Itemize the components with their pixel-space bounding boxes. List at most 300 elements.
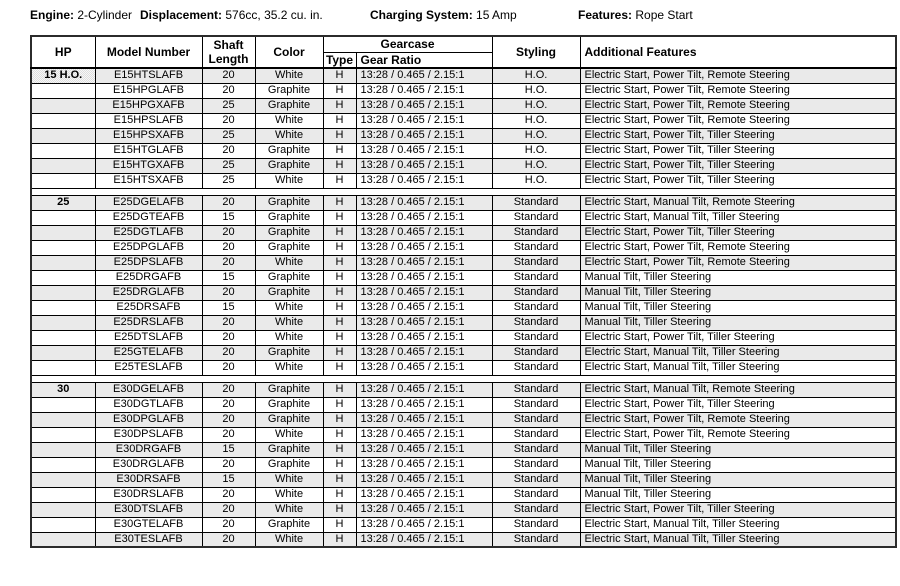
cell-model-number: E25DPSLAFB [95, 255, 202, 270]
cell-gearcase-type: H [323, 442, 356, 457]
cell-color: Graphite [255, 143, 323, 158]
cell-color: Graphite [255, 240, 323, 255]
cell-additional-features: Manual Tilt, Tiller Steering [580, 487, 896, 502]
cell-shaft-length: 20 [202, 330, 255, 345]
cell-color: White [255, 487, 323, 502]
cell-shaft-length: 20 [202, 240, 255, 255]
cell-shaft-length: 20 [202, 345, 255, 360]
group-separator-cell [31, 375, 896, 382]
cell-gearcase-type: H [323, 83, 356, 98]
cell-gearcase-type: H [323, 240, 356, 255]
cell-hp [31, 457, 95, 472]
cell-hp [31, 330, 95, 345]
cell-shaft-length: 20 [202, 83, 255, 98]
cell-gear-ratio: 13:28 / 0.465 / 2.15:1 [356, 382, 492, 397]
table-row [31, 345, 896, 360]
table-row [31, 517, 896, 532]
cell-gearcase-type: H [323, 300, 356, 315]
cell-styling: Standard [492, 195, 580, 210]
cell-model-number: E15HPGLAFB [95, 83, 202, 98]
engine-spec [30, 8, 132, 22]
table-row [31, 457, 896, 472]
cell-hp [31, 113, 95, 128]
cell-additional-features: Electric Start, Manual Tilt, Tiller Steering [580, 532, 896, 547]
cell-additional-features: Manual Tilt, Tiller Steering [580, 472, 896, 487]
cell-gear-ratio: 13:28 / 0.465 / 2.15:1 [356, 270, 492, 285]
cell-model-number: E30DRGAFB [95, 442, 202, 457]
cell-styling: Standard [492, 360, 580, 375]
features-spec [578, 8, 693, 22]
cell-additional-features: Electric Start, Power Tilt, Tiller Steering [580, 143, 896, 158]
cell-gear-ratio: 13:28 / 0.465 / 2.15:1 [356, 128, 492, 143]
cell-additional-features: Manual Tilt, Tiller Steering [580, 285, 896, 300]
cell-gearcase-type: H [323, 225, 356, 240]
cell-styling: Standard [492, 210, 580, 225]
cell-model-number: E30DGELAFB [95, 382, 202, 397]
cell-shaft-length: 20 [202, 487, 255, 502]
cell-hp [31, 225, 95, 240]
cell-additional-features: Manual Tilt, Tiller Steering [580, 457, 896, 472]
header-additional-features: Additional Features [580, 36, 896, 68]
cell-model-number: E15HPSXAFB [95, 128, 202, 143]
cell-hp [31, 98, 95, 113]
cell-styling: Standard [492, 300, 580, 315]
group-separator-cell [31, 188, 896, 195]
cell-hp [31, 285, 95, 300]
cell-additional-features: Electric Start, Power Tilt, Remote Steering [580, 113, 896, 128]
cell-color: White [255, 255, 323, 270]
cell-shaft-length: 20 [202, 68, 255, 83]
cell-shaft-length: 20 [202, 382, 255, 397]
cell-styling: H.O. [492, 143, 580, 158]
cell-styling: Standard [492, 240, 580, 255]
cell-additional-features: Manual Tilt, Tiller Steering [580, 442, 896, 457]
cell-styling: Standard [492, 225, 580, 240]
cell-gearcase-type: H [323, 143, 356, 158]
cell-styling: Standard [492, 412, 580, 427]
cell-gear-ratio: 13:28 / 0.465 / 2.15:1 [356, 285, 492, 300]
table-row [31, 472, 896, 487]
cell-additional-features: Electric Start, Power Tilt, Tiller Steering [580, 225, 896, 240]
cell-styling: H.O. [492, 113, 580, 128]
cell-shaft-length: 20 [202, 315, 255, 330]
table-row [31, 113, 896, 128]
cell-hp [31, 472, 95, 487]
cell-styling: Standard [492, 330, 580, 345]
cell-styling: H.O. [492, 173, 580, 188]
cell-gearcase-type: H [323, 330, 356, 345]
cell-model-number: E25DGTEAFB [95, 210, 202, 225]
cell-gear-ratio: 13:28 / 0.465 / 2.15:1 [356, 472, 492, 487]
cell-additional-features: Electric Start, Manual Tilt, Remote Steering [580, 382, 896, 397]
cell-additional-features: Electric Start, Power Tilt, Tiller Steering [580, 397, 896, 412]
cell-color: Graphite [255, 382, 323, 397]
table-row [31, 502, 896, 517]
cell-hp [31, 83, 95, 98]
cell-styling: Standard [492, 382, 580, 397]
cell-gear-ratio: 13:28 / 0.465 / 2.15:1 [356, 143, 492, 158]
cell-color: Graphite [255, 412, 323, 427]
table-row [31, 315, 896, 330]
table-row [31, 330, 896, 345]
table-header [31, 36, 896, 68]
cell-hp [31, 397, 95, 412]
cell-additional-features: Electric Start, Power Tilt, Tiller Steering [580, 502, 896, 517]
cell-gear-ratio: 13:28 / 0.465 / 2.15:1 [356, 457, 492, 472]
cell-shaft-length: 15 [202, 210, 255, 225]
cell-model-number: E30TESLAFB [95, 532, 202, 547]
cell-color: Graphite [255, 457, 323, 472]
cell-gearcase-type: H [323, 517, 356, 532]
cell-shaft-length: 15 [202, 442, 255, 457]
cell-gear-ratio: 13:28 / 0.465 / 2.15:1 [356, 442, 492, 457]
table-row [31, 300, 896, 315]
cell-additional-features: Electric Start, Manual Tilt, Tiller Steering [580, 345, 896, 360]
cell-color: Graphite [255, 285, 323, 300]
cell-color: Graphite [255, 442, 323, 457]
cell-hp [31, 240, 95, 255]
table-row [31, 68, 896, 83]
cell-model-number: E15HTSXAFB [95, 173, 202, 188]
cell-gear-ratio: 13:28 / 0.465 / 2.15:1 [356, 487, 492, 502]
cell-gearcase-type: H [323, 382, 356, 397]
cell-color: White [255, 532, 323, 547]
cell-additional-features: Manual Tilt, Tiller Steering [580, 270, 896, 285]
cell-gear-ratio: 13:28 / 0.465 / 2.15:1 [356, 517, 492, 532]
group-separator-row [31, 375, 896, 382]
cell-color: Graphite [255, 210, 323, 225]
cell-color: Graphite [255, 517, 323, 532]
cell-hp: 15 H.O. [31, 68, 95, 83]
cell-color: White [255, 173, 323, 188]
cell-gearcase-type: H [323, 270, 356, 285]
cell-model-number: E25DRSAFB [95, 300, 202, 315]
cell-shaft-length: 15 [202, 300, 255, 315]
cell-model-number: E30DRGLAFB [95, 457, 202, 472]
cell-color: Graphite [255, 270, 323, 285]
cell-gearcase-type: H [323, 472, 356, 487]
cell-gearcase-type: H [323, 345, 356, 360]
table-row [31, 225, 896, 240]
charging-system-label: Charging System: [370, 8, 473, 22]
table-row [31, 83, 896, 98]
cell-additional-features: Electric Start, Power Tilt, Tiller Steering [580, 158, 896, 173]
table-row [31, 195, 896, 210]
cell-shaft-length: 20 [202, 143, 255, 158]
cell-styling: H.O. [492, 128, 580, 143]
cell-additional-features: Electric Start, Power Tilt, Remote Steering [580, 255, 896, 270]
features-value: Rope Start [635, 8, 693, 22]
cell-gear-ratio: 13:28 / 0.465 / 2.15:1 [356, 397, 492, 412]
cell-gearcase-type: H [323, 285, 356, 300]
engine-value: 2-Cylinder [77, 8, 133, 22]
table-row [31, 143, 896, 158]
cell-gearcase-type: H [323, 502, 356, 517]
cell-model-number: E15HTSLAFB [95, 68, 202, 83]
header-color: Color [255, 36, 323, 68]
cell-styling: Standard [492, 427, 580, 442]
cell-hp [31, 173, 95, 188]
table-row [31, 255, 896, 270]
cell-hp: 25 [31, 195, 95, 210]
cell-shaft-length: 20 [202, 397, 255, 412]
cell-model-number: E25TESLAFB [95, 360, 202, 375]
cell-additional-features: Manual Tilt, Tiller Steering [580, 300, 896, 315]
cell-color: White [255, 315, 323, 330]
table-body [31, 68, 896, 547]
table-row [31, 427, 896, 442]
cell-gear-ratio: 13:28 / 0.465 / 2.15:1 [356, 345, 492, 360]
cell-gear-ratio: 13:28 / 0.465 / 2.15:1 [356, 300, 492, 315]
cell-additional-features: Electric Start, Power Tilt, Remote Steering [580, 427, 896, 442]
cell-additional-features: Electric Start, Power Tilt, Tiller Steering [580, 173, 896, 188]
cell-shaft-length: 20 [202, 360, 255, 375]
cell-shaft-length: 20 [202, 457, 255, 472]
cell-styling: Standard [492, 315, 580, 330]
cell-model-number: E25DRGLAFB [95, 285, 202, 300]
cell-styling: H.O. [492, 83, 580, 98]
cell-gear-ratio: 13:28 / 0.465 / 2.15:1 [356, 68, 492, 83]
cell-gear-ratio: 13:28 / 0.465 / 2.15:1 [356, 427, 492, 442]
cell-gear-ratio: 13:28 / 0.465 / 2.15:1 [356, 315, 492, 330]
cell-shaft-length: 15 [202, 270, 255, 285]
header-shaft-length: Shaft Length [202, 36, 255, 68]
charging-system-spec [370, 8, 517, 22]
group-separator-row [31, 188, 896, 195]
cell-additional-features: Electric Start, Manual Tilt, Tiller Steering [580, 517, 896, 532]
cell-gear-ratio: 13:28 / 0.465 / 2.15:1 [356, 173, 492, 188]
charging-system-value: 15 Amp [476, 8, 517, 22]
cell-model-number: E30DGTLAFB [95, 397, 202, 412]
cell-shaft-length: 25 [202, 158, 255, 173]
cell-model-number: E25DGELAFB [95, 195, 202, 210]
table-row [31, 412, 896, 427]
header-gear-ratio: Gear Ratio [356, 52, 492, 68]
cell-additional-features: Electric Start, Power Tilt, Remote Steering [580, 98, 896, 113]
cell-gear-ratio: 13:28 / 0.465 / 2.15:1 [356, 210, 492, 225]
cell-hp [31, 315, 95, 330]
cell-styling: Standard [492, 285, 580, 300]
cell-hp [31, 255, 95, 270]
model-spec-table [30, 35, 897, 548]
cell-shaft-length: 20 [202, 502, 255, 517]
cell-styling: Standard [492, 502, 580, 517]
header-styling: Styling [492, 36, 580, 68]
cell-model-number: E30DPGLAFB [95, 412, 202, 427]
cell-model-number: E15HTGXAFB [95, 158, 202, 173]
cell-color: White [255, 360, 323, 375]
engine-spec-line [0, 8, 900, 24]
header-type: Type [323, 52, 356, 68]
displacement-spec [140, 8, 323, 22]
cell-gearcase-type: H [323, 315, 356, 330]
displacement-label: Displacement: [140, 8, 223, 22]
cell-model-number: E30DTSLAFB [95, 502, 202, 517]
cell-hp [31, 427, 95, 442]
cell-additional-features: Electric Start, Power Tilt, Remote Steering [580, 240, 896, 255]
features-label: Features: [578, 8, 633, 22]
cell-additional-features: Electric Start, Manual Tilt, Remote Steering [580, 195, 896, 210]
cell-hp [31, 487, 95, 502]
cell-gearcase-type: H [323, 412, 356, 427]
cell-shaft-length: 15 [202, 472, 255, 487]
cell-shaft-length: 20 [202, 113, 255, 128]
cell-color: Graphite [255, 98, 323, 113]
cell-gearcase-type: H [323, 210, 356, 225]
cell-shaft-length: 20 [202, 195, 255, 210]
cell-hp [31, 210, 95, 225]
cell-color: White [255, 330, 323, 345]
header-model-number: Model Number [95, 36, 202, 68]
cell-styling: Standard [492, 442, 580, 457]
cell-gear-ratio: 13:28 / 0.465 / 2.15:1 [356, 158, 492, 173]
cell-color: Graphite [255, 345, 323, 360]
table-row [31, 487, 896, 502]
cell-styling: Standard [492, 270, 580, 285]
cell-gear-ratio: 13:28 / 0.465 / 2.15:1 [356, 330, 492, 345]
cell-gearcase-type: H [323, 68, 356, 83]
cell-gear-ratio: 13:28 / 0.465 / 2.15:1 [356, 502, 492, 517]
cell-shaft-length: 25 [202, 98, 255, 113]
cell-hp [31, 412, 95, 427]
cell-model-number: E15HTGLAFB [95, 143, 202, 158]
header-hp: HP [31, 36, 95, 68]
cell-additional-features: Electric Start, Power Tilt, Tiller Steering [580, 128, 896, 143]
cell-gearcase-type: H [323, 427, 356, 442]
cell-styling: Standard [492, 487, 580, 502]
cell-color: White [255, 113, 323, 128]
cell-gear-ratio: 13:28 / 0.465 / 2.15:1 [356, 225, 492, 240]
cell-styling: Standard [492, 472, 580, 487]
table-row [31, 210, 896, 225]
cell-gear-ratio: 13:28 / 0.465 / 2.15:1 [356, 532, 492, 547]
cell-hp [31, 158, 95, 173]
table-row [31, 397, 896, 412]
cell-shaft-length: 25 [202, 173, 255, 188]
cell-hp [31, 128, 95, 143]
cell-shaft-length: 20 [202, 427, 255, 442]
cell-color: Graphite [255, 225, 323, 240]
cell-gear-ratio: 13:28 / 0.465 / 2.15:1 [356, 240, 492, 255]
cell-color: White [255, 472, 323, 487]
cell-hp [31, 517, 95, 532]
cell-hp [31, 345, 95, 360]
cell-model-number: E30DRSAFB [95, 472, 202, 487]
cell-gearcase-type: H [323, 98, 356, 113]
table-row [31, 532, 896, 547]
cell-gearcase-type: H [323, 113, 356, 128]
cell-model-number: E25GTELAFB [95, 345, 202, 360]
cell-color: White [255, 502, 323, 517]
cell-styling: H.O. [492, 98, 580, 113]
cell-model-number: E25DGTLAFB [95, 225, 202, 240]
cell-model-number: E30GTELAFB [95, 517, 202, 532]
cell-hp [31, 532, 95, 547]
table-row [31, 360, 896, 375]
table-row [31, 270, 896, 285]
cell-hp [31, 300, 95, 315]
cell-model-number: E25DRSLAFB [95, 315, 202, 330]
cell-gearcase-type: H [323, 397, 356, 412]
cell-gearcase-type: H [323, 158, 356, 173]
table-row [31, 240, 896, 255]
cell-model-number: E15HPGXAFB [95, 98, 202, 113]
cell-model-number: E15HPSLAFB [95, 113, 202, 128]
cell-gearcase-type: H [323, 457, 356, 472]
cell-styling: Standard [492, 532, 580, 547]
cell-gear-ratio: 13:28 / 0.465 / 2.15:1 [356, 360, 492, 375]
table-row [31, 442, 896, 457]
cell-gear-ratio: 13:28 / 0.465 / 2.15:1 [356, 195, 492, 210]
cell-model-number: E30DRSLAFB [95, 487, 202, 502]
cell-gearcase-type: H [323, 487, 356, 502]
cell-model-number: E30DPSLAFB [95, 427, 202, 442]
cell-gear-ratio: 13:28 / 0.465 / 2.15:1 [356, 255, 492, 270]
cell-shaft-length: 20 [202, 517, 255, 532]
cell-additional-features: Electric Start, Manual Tilt, Tiller Steering [580, 360, 896, 375]
cell-color: White [255, 427, 323, 442]
header-gearcase: Gearcase [323, 36, 492, 52]
cell-gearcase-type: H [323, 532, 356, 547]
cell-gear-ratio: 13:28 / 0.465 / 2.15:1 [356, 98, 492, 113]
cell-gear-ratio: 13:28 / 0.465 / 2.15:1 [356, 412, 492, 427]
table-row [31, 158, 896, 173]
cell-model-number: E25DRGAFB [95, 270, 202, 285]
cell-hp [31, 270, 95, 285]
cell-color: Graphite [255, 158, 323, 173]
table-row [31, 285, 896, 300]
cell-gearcase-type: H [323, 360, 356, 375]
cell-shaft-length: 20 [202, 225, 255, 240]
cell-model-number: E25DPGLAFB [95, 240, 202, 255]
cell-styling: Standard [492, 255, 580, 270]
cell-styling: H.O. [492, 68, 580, 83]
cell-gear-ratio: 13:28 / 0.465 / 2.15:1 [356, 83, 492, 98]
cell-color: White [255, 128, 323, 143]
cell-hp [31, 360, 95, 375]
cell-color: Graphite [255, 397, 323, 412]
cell-gearcase-type: H [323, 173, 356, 188]
cell-color: White [255, 300, 323, 315]
cell-styling: Standard [492, 457, 580, 472]
engine-label: Engine: [30, 8, 74, 22]
cell-additional-features: Electric Start, Manual Tilt, Tiller Steering [580, 210, 896, 225]
cell-hp: 30 [31, 382, 95, 397]
cell-additional-features: Manual Tilt, Tiller Steering [580, 315, 896, 330]
cell-hp [31, 502, 95, 517]
cell-additional-features: Electric Start, Power Tilt, Remote Steering [580, 412, 896, 427]
cell-color: Graphite [255, 83, 323, 98]
cell-shaft-length: 20 [202, 255, 255, 270]
cell-additional-features: Electric Start, Power Tilt, Tiller Steering [580, 330, 896, 345]
cell-gearcase-type: H [323, 128, 356, 143]
cell-additional-features: Electric Start, Power Tilt, Remote Steering [580, 83, 896, 98]
cell-additional-features: Electric Start, Power Tilt, Remote Steering [580, 68, 896, 83]
cell-gearcase-type: H [323, 195, 356, 210]
cell-gear-ratio: 13:28 / 0.465 / 2.15:1 [356, 113, 492, 128]
cell-shaft-length: 20 [202, 412, 255, 427]
cell-styling: Standard [492, 397, 580, 412]
table-row [31, 382, 896, 397]
table-row [31, 128, 896, 143]
cell-hp [31, 143, 95, 158]
cell-shaft-length: 20 [202, 285, 255, 300]
cell-shaft-length: 25 [202, 128, 255, 143]
cell-styling: H.O. [492, 158, 580, 173]
cell-color: Graphite [255, 195, 323, 210]
displacement-value: 576cc, 35.2 cu. in. [225, 8, 323, 22]
cell-styling: Standard [492, 345, 580, 360]
